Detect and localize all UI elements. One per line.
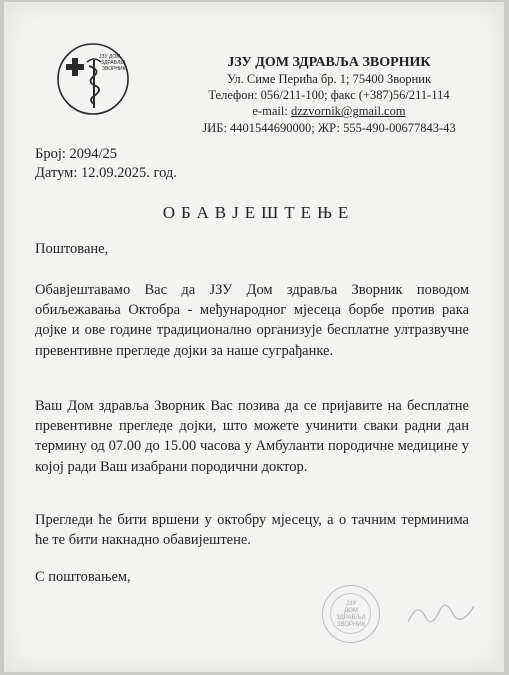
document-number: Број: 2094/25: [35, 146, 118, 162]
stamp-line: ЗВОРНИК: [336, 622, 366, 628]
email-link[interactable]: dzzvornik@gmail.com: [290, 104, 406, 119]
stamp-line: ЈЗУ: [345, 601, 357, 607]
stamp-line: ЗДРАВЉА: [336, 615, 366, 621]
organization-logo: [56, 42, 130, 116]
address-line: Ул. Симе Перића бр. 1; 75400 Зворник: [226, 72, 432, 86]
official-stamp: [322, 585, 380, 643]
stamp-text: [323, 601, 379, 629]
letterhead: [194, 54, 464, 136]
caduceus-cross-icon: [56, 42, 130, 116]
svg-text:ЈЗУ ДОМ: ЈЗУ ДОМ: [99, 54, 121, 60]
svg-text:ЗВОРНИК: ЗВОРНИК: [102, 66, 126, 72]
email-label: e-mail:: [252, 104, 291, 119]
paragraph-3: Прегледи ће бити вршени у октобру мјесецу, а о тачним терминима ће те бити накнадно обавијештене.: [35, 512, 469, 549]
greeting: Поштоване,: [35, 241, 109, 257]
phone-line: Телефон: 056/211-100; факс (+387)56/211-114: [208, 88, 450, 103]
paragraph-1: Обавјештавамо Вас да ЈЗУ Дом здравља Зворник поводом обиљежавања Октобра - међународног мјесеца борбе против рака дојке и ове године традиционално организује бесплатне ултразвучне превентивне прегледе дојки за наше суграђанке.: [35, 282, 469, 359]
paragraph-2: Ваш Дом здравља Зворник Вас позива да се пријавите на бесплатне превентивне прегледе дојки, што можете учинити сваки радни дан термину од 07.00 до 15.00 часова у Амбуланти породичне медицине у којој ради Ваш изабрани породични доктор.: [35, 398, 469, 475]
signature: [404, 592, 484, 632]
document-date: Датум: 12.09.2025. год.: [35, 165, 177, 181]
letter-page: [4, 2, 504, 672]
ids-line: ЈИБ: 4401544690000; ЖР: 555-490-00677843-43: [202, 120, 456, 135]
document-meta: [35, 145, 177, 183]
email-line: [194, 103, 464, 119]
stamp-line: ДОМ: [344, 608, 358, 614]
document-title: ОБАВЈЕШТЕЊЕ: [162, 203, 355, 222]
organization-name: ЈЗУ ДОМ ЗДРАВЉА ЗВОРНИК: [227, 55, 431, 70]
svg-text:ЗДРАВЉА: ЗДРАВЉА: [101, 60, 126, 66]
closing: С поштовањем,: [35, 569, 131, 585]
